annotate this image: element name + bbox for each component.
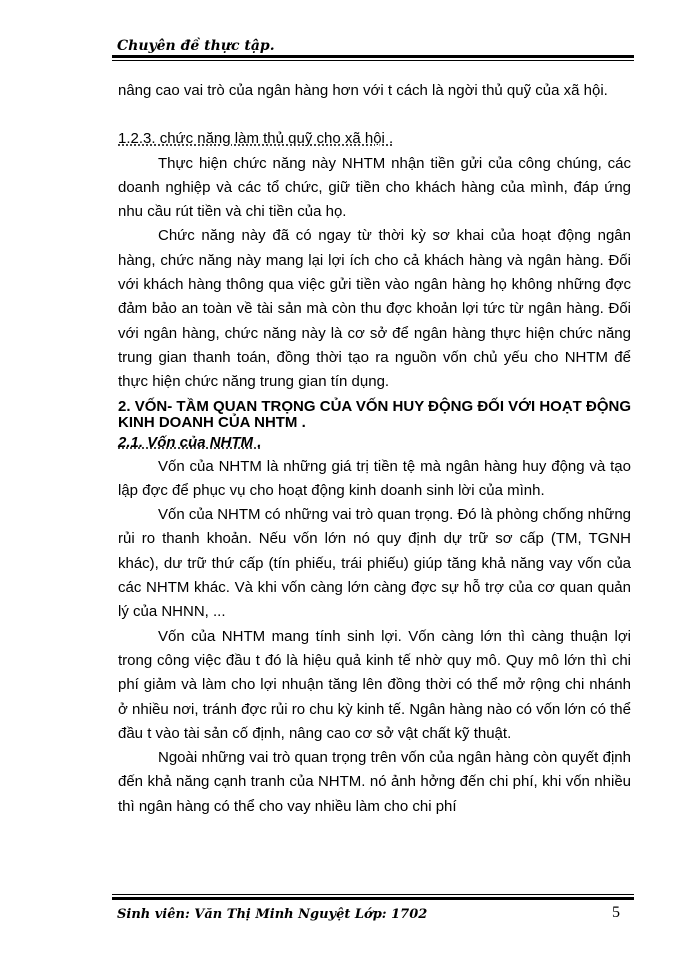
section-heading-2-1: 2.1. Vốn của NHTM .: [118, 433, 262, 451]
footer-rule-thin: [112, 894, 634, 895]
paragraph: Vốn của NHTM là những giá trị tiền tệ mà ngân hàng huy động và tạo lập đợc để phục vụ cho hoạt động kinh doanh sinh lời của mình.: [118, 457, 631, 499]
header-rule-thick: [112, 55, 634, 58]
body-text: [118, 79, 631, 819]
section-heading-2: 2. VỐN- TẦM QUAN TRỌNG CỦA VỐN HUY ĐỘNG ĐỐI VỚI HOẠT ĐỘNG KINH DOANH CỦA NHTM .: [118, 397, 631, 431]
page-number: 5: [612, 904, 620, 921]
paragraph: Thực hiện chức năng này NHTM nhận tiền gửi của công chúng, các doanh nghiệp và các tổ chức, giữ tiền cho khách hàng của mình, đáp ứng nhu cầu rút tiền và chi tiền của họ.: [118, 154, 631, 221]
header-rule-thin: [112, 60, 634, 61]
header-title: Chuyên đề thực tập.: [117, 38, 275, 54]
paragraph: Ngoài những vai trò quan trọng trên vốn của ngân hàng còn quyết định đến khả năng cạnh tranh của NHTM. nó ảnh hởng đến chi phí, khi vốn nhiều thì ngân hàng có thể cho vay nhiều làm cho chi phí: [118, 749, 631, 815]
paragraph: nâng cao vai trò của ngân hàng hơn với t cách là ngời thủ quỹ của xã hội.: [118, 82, 608, 99]
paragraph: Chức năng này đã có ngay từ thời kỳ sơ khai của hoạt động ngân hàng, chức năng này mang lại lợi ích cho cả khách hàng và ngân hàng. Đối với khách hàng thông qua việc gửi tiền vào ngân hàng họ không những đợc đảm bảo an toàn về tài sản mà còn thu đợc khoản lợi tức từ ngân hàng. Đối với ngân hàng, chức năng này là cơ sở để ngân hàng thực hiện chức năng trung gian thanh toán, đồng thời tạo ra nguồn vốn chủ yếu cho NHTM để thực hiện chức năng trung gian tín dụng.: [118, 227, 631, 391]
footer-author: Sinh viên: Văn Thị Minh Nguyệt Lớp: 1702: [117, 907, 428, 922]
footer-rule-thick: [112, 897, 634, 900]
section-heading-1-2-3: 1.2.3. chức năng làm thủ quỹ cho xã hội .: [118, 130, 394, 148]
paragraph: Vốn của NHTM có những vai trò quan trọng. Đó là phòng chống những rủi ro thanh khoản. Nếu vốn lớn nó quy định dự trữ sơ cấp (TM, TGNH khác), dư trữ thứ cấp (tín phiếu, trái phiếu) giúp tăng khả năng vay vốn của các NHTM khác. Và khi vốn càng lớn càng đợc sự hỗ trợ của cơ quan quản lý của NHNN, ...: [118, 506, 631, 621]
paragraph: Vốn của NHTM mang tính sinh lợi. Vốn càng lớn thì càng thuận lợi trong công việc đầu t đó là hiệu quả kinh tế nhờ quy mô. Quy mô lớn thì chi phí giảm và làm cho lợi nhuận tăng lên đồng thời có thể mở rộng chi nhánh ở nhiều nơi, tránh đợc rủi ro chu kỳ kinh tế. Ngân hàng nào có vốn lớn có thể đầu t vào tài sản cố định, nâng cao cơ sở vật chất kỹ thuật.: [118, 627, 631, 742]
